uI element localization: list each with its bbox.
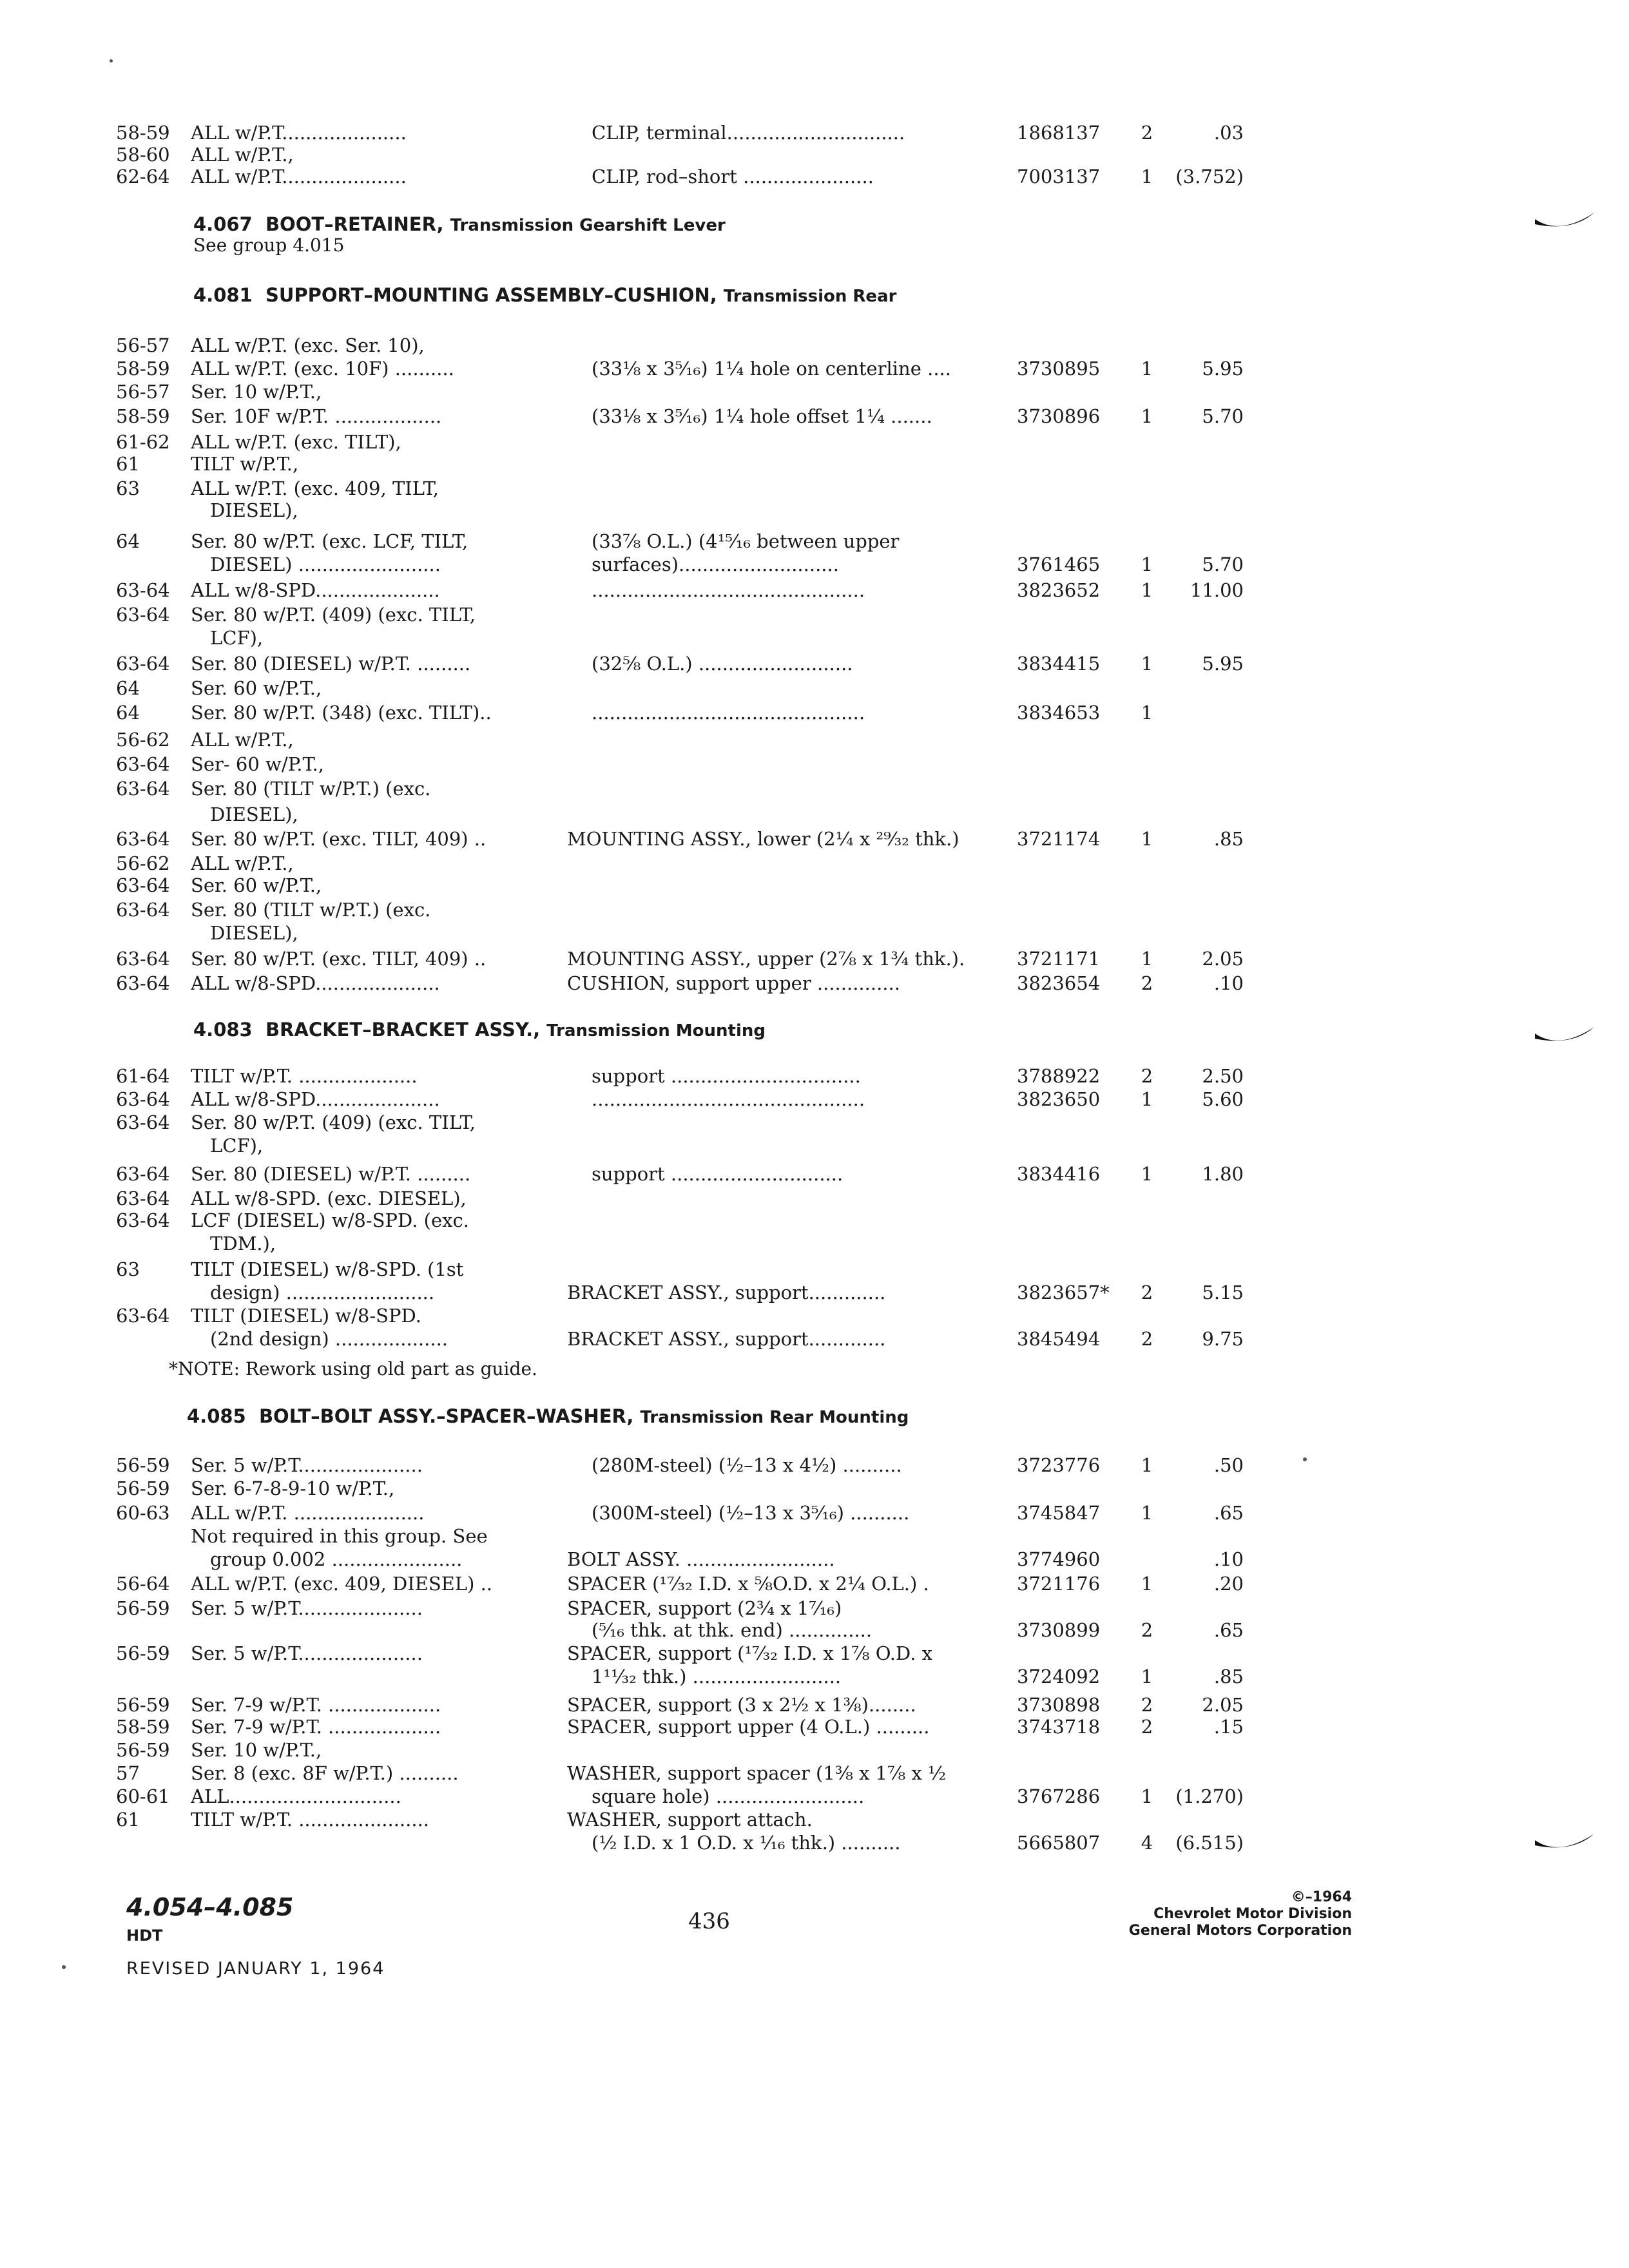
part-number: 3721174 [1017, 828, 1101, 850]
price: 2.05 [1202, 948, 1244, 970]
model-year: 63-64 [116, 604, 170, 626]
description: WASHER, support spacer (1⅜ x 1⅞ x ½ [567, 1762, 947, 1784]
application: TILT w/P.T. ...................... [191, 1809, 430, 1831]
application: TILT w/P.T. .................... [191, 1065, 418, 1087]
description: CUSHION, support upper .............. [567, 972, 900, 994]
application: Ser. 80 w/P.T. (exc. LCF, TILT, [191, 530, 468, 552]
section-heading-4067: 4.067 BOOT–RETAINER, Transmission Gearshift Lever [193, 213, 726, 235]
price: .10 [1213, 1548, 1244, 1570]
quantity: 2 [1141, 1328, 1153, 1350]
description: MOUNTING ASSY., lower (2¼ x ²⁹⁄₃₂ thk.) [567, 828, 959, 850]
application: ALL w/P.T. (exc. Ser. 10), [191, 334, 425, 356]
model-year: 56-59 [116, 1454, 170, 1476]
application-continued: LCF), [210, 627, 264, 649]
application: Ser. 10F w/P.T. .................. [191, 405, 442, 427]
price: 11.00 [1190, 579, 1244, 601]
application-continued: (2nd design) ................... [210, 1328, 448, 1350]
application: Ser. 60 w/P.T., [191, 874, 322, 896]
revision-date: REVISED JANUARY 1, 1964 [126, 1959, 385, 1979]
application: ALL w/P.T. (exc. 409, TILT, [191, 477, 439, 499]
model-year: 63-64 [116, 579, 170, 601]
price: 5.60 [1202, 1088, 1244, 1110]
binder-tab-mark [1534, 210, 1595, 236]
section-note: *NOTE: Rework using old part as guide. [169, 1358, 537, 1379]
quantity: 2 [1141, 1282, 1153, 1303]
application: ALL w/P.T. (exc. 10F) .......... [191, 358, 454, 380]
description: SPACER, support (2¾ x 1⁷⁄₁₆) [567, 1597, 842, 1619]
model-year: 61-62 [116, 431, 170, 453]
group-range: 4.054–4.085 [126, 1893, 294, 1921]
model-year: 63-64 [116, 828, 170, 850]
model-year: 57 [116, 1762, 140, 1784]
quantity: 1 [1141, 702, 1153, 724]
application: TILT w/P.T., [191, 453, 299, 475]
application: Ser. 7-9 w/P.T. ................... [191, 1716, 441, 1738]
quantity: 2 [1141, 1716, 1153, 1738]
description-continued: (⁵⁄₁₆ thk. at thk. end) .............. [592, 1619, 872, 1641]
corporation-name: General Motors Corporation [1128, 1923, 1352, 1939]
price: 9.75 [1202, 1328, 1244, 1350]
model-year: 58-59 [116, 122, 170, 144]
part-number: 3823657* [1017, 1282, 1110, 1303]
section-heading-4083: 4.083 BRACKET–BRACKET ASSY., Transmission Mounting [193, 1019, 766, 1041]
model-year: 60-61 [116, 1785, 170, 1807]
section-heading-4081: 4.081 SUPPORT–MOUNTING ASSEMBLY–CUSHION, Transmission Rear [193, 284, 897, 306]
description-continued: (½ I.D. x 1 O.D. x ¹⁄₁₆ thk.) .......... [592, 1832, 901, 1854]
application: Ser. 5 w/P.T..................... [191, 1642, 423, 1664]
quantity: 1 [1141, 579, 1153, 601]
scan-speck [62, 1965, 66, 1969]
application: ALL w/8-SPD. (exc. DIESEL), [191, 1187, 467, 1209]
scan-speck [110, 59, 113, 62]
price: .03 [1213, 122, 1244, 144]
quantity: 1 [1141, 1088, 1153, 1110]
application-continued: LCF), [210, 1135, 264, 1157]
model-year: 63-64 [116, 753, 170, 775]
application: ALL w/P.T. (exc. TILT), [191, 431, 401, 453]
description: CLIP, rod–short ...................... [592, 166, 874, 187]
model-year: 56-57 [116, 381, 170, 403]
application: Ser. 6-7-8-9-10 w/P.T., [191, 1477, 395, 1499]
application: ALL w/8-SPD..................... [191, 1088, 440, 1110]
model-year: 63 [116, 477, 140, 499]
part-number: 3761465 [1017, 553, 1101, 575]
part-number: 3823654 [1017, 972, 1101, 994]
application: Ser. 10 w/P.T., [191, 1739, 322, 1761]
model-year: 56-62 [116, 852, 170, 874]
application: ALL w/P.T..................... [191, 122, 407, 144]
model-year: 61 [116, 453, 140, 475]
quantity: 1 [1141, 358, 1153, 380]
application: Ser. 5 w/P.T..................... [191, 1597, 423, 1619]
description: support ................................ [592, 1065, 861, 1087]
part-number: 3834653 [1017, 702, 1101, 724]
price: .85 [1213, 1666, 1244, 1687]
description: SPACER (¹⁷⁄₃₂ I.D. x ⅝O.D. x 2¼ O.L.) . [567, 1573, 929, 1595]
model-year: 56-64 [116, 1573, 170, 1595]
price: 1.80 [1202, 1163, 1244, 1185]
section-heading-4085: 4.085 BOLT–BOLT ASSY.–SPACER–WASHER, Transmission Rear Mounting [187, 1405, 909, 1427]
model-year: 63 [116, 1258, 140, 1280]
model-year: 60-63 [116, 1502, 170, 1524]
model-year: 63-64 [116, 1187, 170, 1209]
part-number: 1868137 [1017, 122, 1101, 144]
quantity: 1 [1141, 166, 1153, 187]
model-year: 63-64 [116, 899, 170, 921]
price: .65 [1213, 1619, 1244, 1641]
model-year: 64 [116, 702, 140, 724]
quantity: 1 [1141, 1454, 1153, 1476]
model-year: 63-64 [116, 653, 170, 675]
application: LCF (DIESEL) w/8-SPD. (exc. [191, 1209, 469, 1231]
application: Ser. 5 w/P.T..................... [191, 1454, 423, 1476]
application: ALL w/P.T. (exc. 409, DIESEL) .. [191, 1573, 493, 1595]
description: support ............................. [592, 1163, 843, 1185]
quantity: 1 [1141, 405, 1153, 427]
price: .20 [1213, 1573, 1244, 1595]
part-number: 3834415 [1017, 653, 1101, 675]
description: (32⅝ O.L.) .......................... [592, 653, 853, 675]
model-year: 56-59 [116, 1477, 170, 1499]
description-continued: 1¹¹⁄₃₂ thk.) ......................... [592, 1666, 842, 1687]
part-number: 5665807 [1017, 1832, 1101, 1854]
application: Ser. 80 (TILT w/P.T.) (exc. [191, 778, 431, 800]
application: Ser. 8 (exc. 8F w/P.T.) .......... [191, 1762, 459, 1784]
model-year: 63-64 [116, 1163, 170, 1185]
quantity: 2 [1141, 122, 1153, 144]
description: CLIP, terminal.............................. [592, 122, 905, 144]
division-name: Chevrolet Motor Division [1153, 1906, 1352, 1922]
application: Not required in this group. See [191, 1525, 488, 1547]
part-number: 3721176 [1017, 1573, 1101, 1595]
application-continued: TDM.), [210, 1233, 276, 1254]
model-year: 58-60 [116, 144, 170, 166]
application: Ser. 80 (DIESEL) w/P.T. ......... [191, 1163, 471, 1185]
scan-speck [1303, 1457, 1307, 1461]
model-year: 56-59 [116, 1694, 170, 1716]
description: BRACKET ASSY., support............. [567, 1282, 886, 1303]
price: (3.752) [1175, 166, 1244, 187]
application-continued: DIESEL), [210, 803, 298, 825]
application: ALL w/P.T., [191, 852, 294, 874]
price: .65 [1213, 1502, 1244, 1524]
application: TILT (DIESEL) w/8-SPD. [191, 1305, 421, 1327]
model-year: 63-64 [116, 1209, 170, 1231]
price: .50 [1213, 1454, 1244, 1476]
model-year: 58-59 [116, 358, 170, 380]
price: 5.15 [1202, 1282, 1244, 1303]
application: Ser. 10 w/P.T., [191, 381, 322, 403]
model-year: 61 [116, 1809, 140, 1831]
quantity: 1 [1141, 653, 1153, 675]
description: (33⅞ O.L.) (4¹⁵⁄₁₆ between upper [592, 530, 900, 552]
application: Ser. 80 (TILT w/P.T.) (exc. [191, 899, 431, 921]
description: .............................................. [592, 579, 865, 601]
application: ALL w/P.T., [191, 144, 294, 166]
application: ALL............................. [191, 1785, 401, 1807]
description: MOUNTING ASSY., upper (2⅞ x 1¾ thk.). [567, 948, 965, 970]
description: SPACER, support (3 x 2½ x 1⅜)........ [567, 1694, 916, 1716]
model-year: 63-64 [116, 778, 170, 800]
price: .10 [1213, 972, 1244, 994]
part-number: 3730898 [1017, 1694, 1101, 1716]
application: Ser. 80 (DIESEL) w/P.T. ......... [191, 653, 471, 675]
quantity: 1 [1141, 948, 1153, 970]
copyright: ©–1964 [1291, 1889, 1352, 1905]
application: ALL w/8-SPD..................... [191, 972, 440, 994]
price: .15 [1213, 1716, 1244, 1738]
description: BOLT ASSY. ......................... [567, 1548, 835, 1570]
part-number: 3788922 [1017, 1065, 1101, 1087]
model-year: 56-62 [116, 729, 170, 751]
price: 5.95 [1202, 358, 1244, 380]
part-number: 3823652 [1017, 579, 1101, 601]
quantity: 2 [1141, 1694, 1153, 1716]
application: Ser. 80 w/P.T. (exc. TILT, 409) .. [191, 828, 487, 850]
model-year: 63-64 [116, 874, 170, 896]
application: ALL w/8-SPD..................... [191, 579, 440, 601]
description: (33⅛ x 3⁵⁄₁₆) 1¼ hole offset 1¼ ....... [592, 405, 932, 427]
description: (280M-steel) (½–13 x 4½) .......... [592, 1454, 902, 1476]
price: 5.70 [1202, 553, 1244, 575]
model-year: 63-64 [116, 1305, 170, 1327]
part-number: 7003137 [1017, 166, 1101, 187]
model-year: 63-64 [116, 972, 170, 994]
model-year: 63-64 [116, 1111, 170, 1133]
price: 5.95 [1202, 653, 1244, 675]
description: .............................................. [592, 1088, 865, 1110]
part-number: 3745847 [1017, 1502, 1101, 1524]
price: 5.70 [1202, 405, 1244, 427]
part-number: 3823650 [1017, 1088, 1101, 1110]
model-year: 56-59 [116, 1739, 170, 1761]
description: SPACER, support upper (4 O.L.) ......... [567, 1716, 930, 1738]
model-year: 64 [116, 677, 140, 699]
publisher-block [1129, 1889, 1352, 1939]
application: Ser. 80 w/P.T. (409) (exc. TILT, [191, 1111, 476, 1133]
application: Ser. 80 w/P.T. (348) (exc. TILT).. [191, 702, 492, 724]
application: TILT (DIESEL) w/8-SPD. (1st [191, 1258, 464, 1280]
application-continued: DIESEL) ........................ [210, 553, 441, 575]
application: Ser. 60 w/P.T., [191, 677, 322, 699]
application: ALL w/P.T..................... [191, 166, 407, 187]
model-year: 56-57 [116, 334, 170, 356]
price: (1.270) [1175, 1785, 1244, 1807]
page-number: 436 [688, 1908, 730, 1934]
part-number: 3724092 [1017, 1666, 1101, 1687]
description-continued: surfaces)........................... [592, 553, 839, 575]
application-continued: DIESEL), [210, 499, 298, 521]
description: (300M-steel) (½–13 x 3⁵⁄₁₆) .......... [592, 1502, 910, 1524]
model-year: 64 [116, 530, 140, 552]
price: (6.515) [1175, 1832, 1244, 1854]
application: Ser- 60 w/P.T., [191, 753, 324, 775]
quantity: 1 [1141, 553, 1153, 575]
description: (33⅛ x 3⁵⁄₁₆) 1¼ hole on centerline .... [592, 358, 951, 380]
quantity: 2 [1141, 972, 1153, 994]
binder-tab-mark [1534, 1831, 1595, 1857]
part-number: 3834416 [1017, 1163, 1101, 1185]
quantity: 4 [1141, 1832, 1153, 1854]
price: .85 [1213, 828, 1244, 850]
model-year: 56-59 [116, 1642, 170, 1664]
quantity: 1 [1141, 1573, 1153, 1595]
part-number: 3723776 [1017, 1454, 1101, 1476]
part-number: 3730895 [1017, 358, 1101, 380]
part-number: 3767286 [1017, 1785, 1101, 1807]
model-year: 63-64 [116, 1088, 170, 1110]
model-year: 62-64 [116, 166, 170, 187]
part-number: 3774960 [1017, 1548, 1101, 1570]
part-number: 3845494 [1017, 1328, 1101, 1350]
application-continued: DIESEL), [210, 922, 298, 944]
quantity: 2 [1141, 1619, 1153, 1641]
quantity: 1 [1141, 828, 1153, 850]
application: Ser. 80 w/P.T. (409) (exc. TILT, [191, 604, 476, 626]
application: ALL w/P.T. ...................... [191, 1502, 425, 1524]
part-number: 3730899 [1017, 1619, 1101, 1641]
part-number: 3743718 [1017, 1716, 1101, 1738]
model-year: 58-59 [116, 1716, 170, 1738]
part-number: 3721171 [1017, 948, 1101, 970]
section-note: See group 4.015 [193, 235, 345, 256]
model-year: 56-59 [116, 1597, 170, 1619]
part-number: 3730896 [1017, 405, 1101, 427]
model-year: 61-64 [116, 1065, 170, 1087]
description: SPACER, support (¹⁷⁄₃₂ I.D. x 1⅞ O.D. x [567, 1642, 933, 1664]
quantity: 2 [1141, 1065, 1153, 1087]
description: .............................................. [592, 702, 865, 724]
description: WASHER, support attach. [567, 1809, 813, 1831]
quantity: 1 [1141, 1666, 1153, 1687]
application: Ser. 7-9 w/P.T. ................... [191, 1694, 441, 1716]
model-code: HDT [126, 1927, 163, 1945]
quantity: 1 [1141, 1785, 1153, 1807]
binder-tab-mark [1534, 1024, 1595, 1050]
price: 2.50 [1202, 1065, 1244, 1087]
quantity: 1 [1141, 1502, 1153, 1524]
application: ALL w/P.T., [191, 729, 294, 751]
model-year: 58-59 [116, 405, 170, 427]
description: BRACKET ASSY., support............. [567, 1328, 886, 1350]
application-continued: design) ......................... [210, 1282, 435, 1303]
description-continued: square hole) ......................... [592, 1785, 865, 1807]
price: 2.05 [1202, 1694, 1244, 1716]
application: Ser. 80 w/P.T. (exc. TILT, 409) .. [191, 948, 487, 970]
model-year: 63-64 [116, 948, 170, 970]
quantity: 1 [1141, 1163, 1153, 1185]
application-continued: group 0.002 ...................... [210, 1548, 463, 1570]
